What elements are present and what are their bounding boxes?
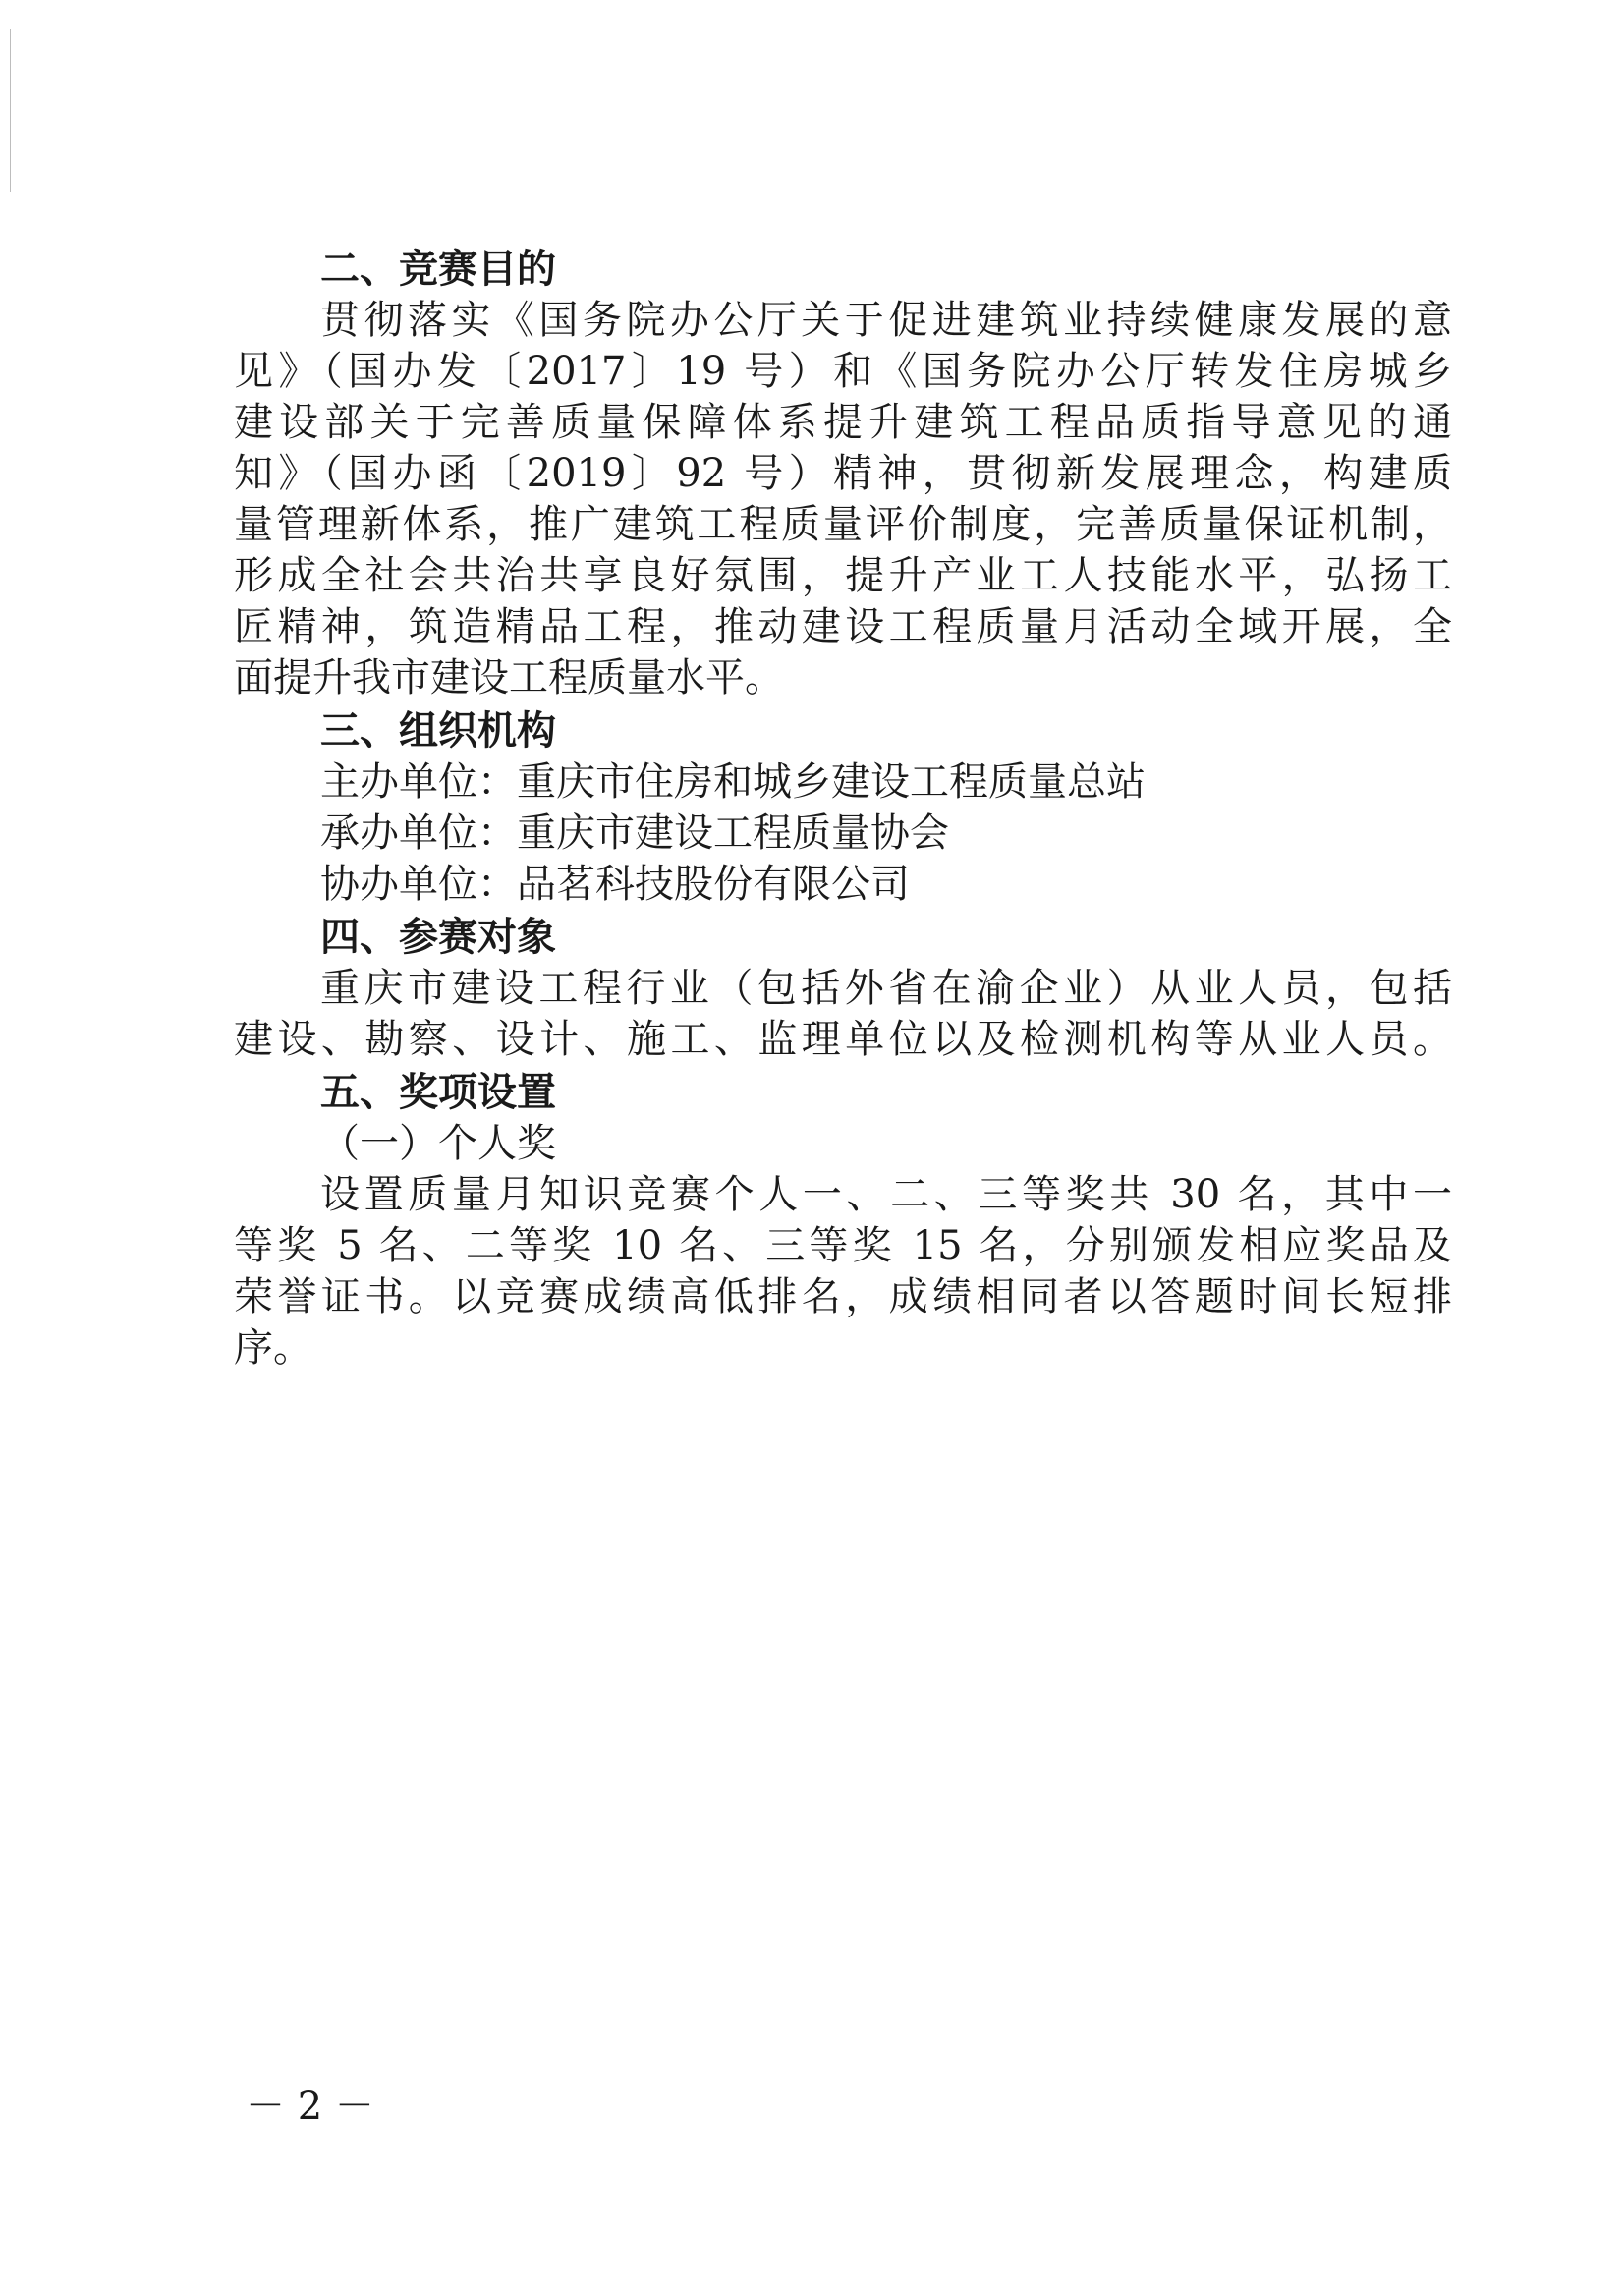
paragraph-line: 荣誉证书。以竞赛成绩高低排名，成绩相同者以答题时间长短排 bbox=[234, 1274, 1452, 1319]
paragraph-line: 重庆市建设工程行业（包括外省在渝企业）从业人员，包括 bbox=[320, 966, 1452, 1011]
binding-mark bbox=[10, 29, 11, 192]
page-number: － 2 － bbox=[246, 2084, 374, 2129]
undertaker-line: 承办单位：重庆市建设工程质量协会 bbox=[320, 811, 949, 856]
paragraph-line: 形成全社会共治共享良好氛围，提升产业工人技能水平，弘扬工 bbox=[234, 553, 1452, 598]
paragraph-line: 建设、勘察、设计、施工、监理单位以及检测机构等从业人员。 bbox=[234, 1017, 1452, 1062]
organizer-line: 主办单位：重庆市住房和城乡建设工程质量总站 bbox=[320, 759, 1146, 805]
paragraph-line: 匠精神，筑造精品工程，推动建设工程质量月活动全域开展，全 bbox=[234, 604, 1452, 649]
paragraph-line: 知》（国办函〔2019〕92 号）精神，贯彻新发展理念，构建质 bbox=[234, 451, 1452, 496]
paragraph-line: 面提升我市建设工程质量水平。 bbox=[234, 655, 784, 700]
section-heading-awards: 五、奖项设置 bbox=[320, 1070, 556, 1115]
paragraph-line: 量管理新体系，推广建筑工程质量评价制度，完善质量保证机制， bbox=[234, 502, 1452, 547]
co-organizer-line: 协办单位：品茗科技股份有限公司 bbox=[320, 862, 910, 907]
subsection-heading-individual-award: （一）个人奖 bbox=[320, 1121, 556, 1166]
section-heading-organization: 三、组织机构 bbox=[320, 708, 556, 754]
paragraph-line: 建设部关于完善质量保障体系提升建筑工程品质指导意见的通 bbox=[234, 400, 1452, 445]
paragraph-line: 贯彻落实《国务院办公厅关于促进建筑业持续健康发展的意 bbox=[320, 298, 1452, 343]
paragraph-line: 设置质量月知识竞赛个人一、二、三等奖共 30 名，其中一 bbox=[320, 1172, 1452, 1217]
paragraph-line: 等奖 5 名、二等奖 10 名、三等奖 15 名，分别颁发相应奖品及 bbox=[234, 1223, 1452, 1268]
section-heading-participants: 四、参赛对象 bbox=[320, 915, 556, 960]
paragraph-line: 见》（国办发〔2017〕19 号）和《国务院办公厅转发住房城乡 bbox=[234, 349, 1452, 394]
section-heading-objective: 二、竞赛目的 bbox=[320, 247, 556, 292]
paragraph-line: 序。 bbox=[234, 1325, 312, 1371]
